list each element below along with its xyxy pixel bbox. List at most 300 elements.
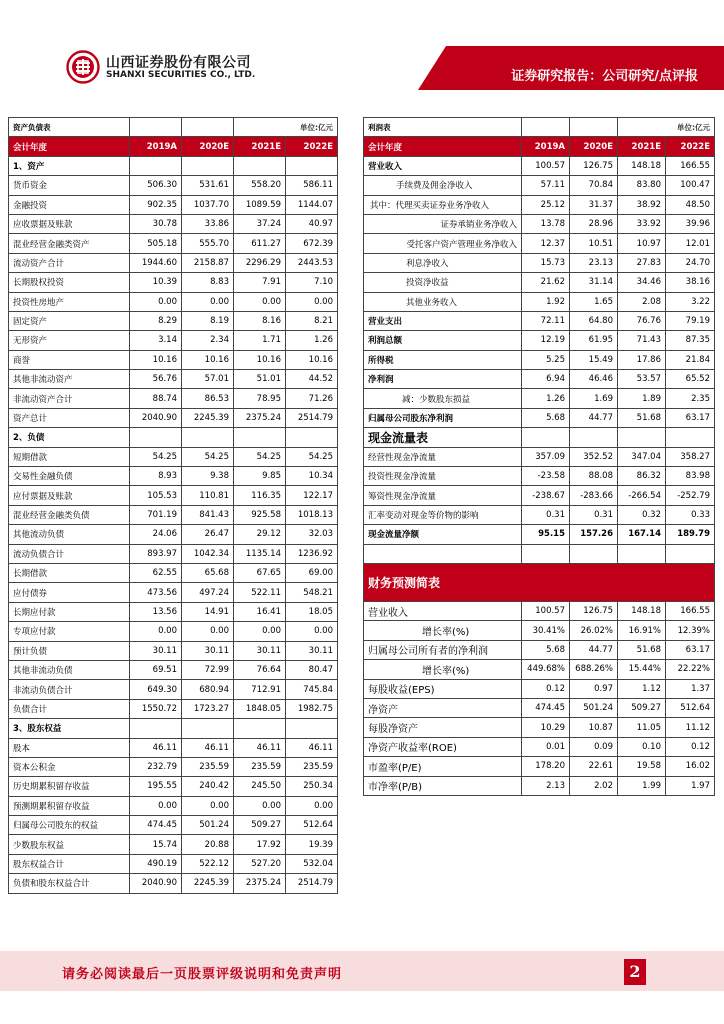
row-value: 1018.13	[286, 505, 338, 524]
row-value: 83.98	[666, 467, 715, 486]
row-value: 522.12	[182, 854, 234, 873]
row-label: 资本公积金	[9, 757, 130, 776]
row-value: 87.35	[666, 331, 715, 350]
row-value: 57.11	[522, 176, 570, 195]
row-value	[130, 156, 182, 175]
row-label: 增长率(%)	[364, 621, 522, 640]
blank-cell	[522, 428, 570, 447]
row-value: 449.68%	[522, 660, 570, 679]
table-row	[9, 195, 338, 214]
table-row	[364, 350, 715, 369]
row-value: 51.68	[618, 408, 666, 427]
table-row	[9, 563, 338, 582]
row-value: 14.91	[182, 602, 234, 621]
row-value: 21.62	[522, 273, 570, 292]
row-value: 27.83	[618, 253, 666, 272]
row-value: 110.81	[182, 486, 234, 505]
row-value: 0.00	[130, 622, 182, 641]
row-label: 市净率(P/B)	[364, 776, 522, 795]
row-value: 2.13	[522, 776, 570, 795]
row-value: 11.12	[666, 718, 715, 737]
row-value: 1.12	[618, 679, 666, 698]
row-value: 0.00	[130, 796, 182, 815]
row-label: 增长率(%)	[364, 660, 522, 679]
row-value: -238.67	[522, 486, 570, 505]
table-row	[364, 679, 715, 698]
row-value: 509.27	[234, 816, 286, 835]
row-value: 2245.39	[182, 874, 234, 893]
row-value: 555.70	[182, 234, 234, 253]
row-value: 8.83	[182, 273, 234, 292]
row-value: 22.61	[570, 757, 618, 776]
row-value: 0.12	[522, 679, 570, 698]
row-label: 金融投资	[9, 195, 130, 214]
row-label: 少数股东权益	[9, 835, 130, 854]
row-value: 19.58	[618, 757, 666, 776]
table-row	[9, 214, 338, 233]
row-value: 232.79	[130, 757, 182, 776]
row-value: 0.10	[618, 737, 666, 756]
row-value: 70.84	[570, 176, 618, 195]
row-label: 其他非流动负债	[9, 660, 130, 679]
row-value: 531.61	[182, 176, 234, 195]
row-value: 189.79	[666, 525, 715, 544]
row-value: 506.30	[130, 176, 182, 195]
row-value: 611.27	[234, 234, 286, 253]
row-value: 474.45	[130, 816, 182, 835]
cashflow-title-row	[364, 428, 715, 447]
row-value: 1144.07	[286, 195, 338, 214]
row-value: 116.35	[234, 486, 286, 505]
row-label: 流动资产合计	[9, 253, 130, 272]
row-value: 2514.79	[286, 874, 338, 893]
table-row	[364, 776, 715, 795]
table-row	[364, 214, 715, 233]
table-row	[364, 486, 715, 505]
row-value: 80.47	[286, 660, 338, 679]
row-value: 46.11	[182, 738, 234, 757]
row-value	[130, 428, 182, 447]
row-value: 8.16	[234, 311, 286, 330]
row-value: 352.52	[570, 447, 618, 466]
row-value: 54.25	[182, 447, 234, 466]
row-value: 0.31	[570, 505, 618, 524]
blank-cell	[618, 544, 666, 563]
table-row	[9, 641, 338, 660]
row-value: 39.96	[666, 214, 715, 233]
row-label: 股东权益合计	[9, 854, 130, 873]
row-label: 非流动负债合计	[9, 680, 130, 699]
row-value: 54.25	[234, 447, 286, 466]
row-value: 148.18	[618, 601, 666, 620]
table-row	[9, 505, 338, 524]
header-year: 2022E	[286, 137, 338, 156]
row-value: 501.24	[182, 816, 234, 835]
row-value: 83.80	[618, 176, 666, 195]
table-row	[9, 602, 338, 621]
row-value: 1.99	[618, 776, 666, 795]
row-value: 7.10	[286, 273, 338, 292]
row-value: 15.74	[130, 835, 182, 854]
table-title-row	[9, 118, 338, 137]
row-value: 10.97	[618, 234, 666, 253]
row-value: 5.68	[522, 408, 570, 427]
row-value: 8.93	[130, 467, 182, 486]
blank-cell	[570, 118, 618, 137]
table-row	[364, 331, 715, 350]
row-value: 2375.24	[234, 408, 286, 427]
table-row	[9, 331, 338, 350]
row-value: 61.95	[570, 331, 618, 350]
row-value: -252.79	[666, 486, 715, 505]
row-value: 0.97	[570, 679, 618, 698]
row-value: 69.51	[130, 660, 182, 679]
page-number: 2	[624, 959, 646, 985]
row-value: 51.68	[618, 640, 666, 659]
row-label: 每股净资产	[364, 718, 522, 737]
table-row	[9, 738, 338, 757]
row-value: 558.20	[234, 176, 286, 195]
row-value: 16.02	[666, 757, 715, 776]
table-row	[9, 273, 338, 292]
row-value: 30.11	[286, 641, 338, 660]
table-row	[364, 447, 715, 466]
row-value: 701.19	[130, 505, 182, 524]
row-value: 8.29	[130, 311, 182, 330]
row-label: 2、负债	[9, 428, 130, 447]
row-value: 22.22%	[666, 660, 715, 679]
row-value: 1550.72	[130, 699, 182, 718]
row-value: 88.74	[130, 389, 182, 408]
row-label: 营业收入	[364, 156, 522, 175]
row-value: 30.41%	[522, 621, 570, 640]
table-row	[364, 273, 715, 292]
row-value: 11.05	[618, 718, 666, 737]
row-value: 105.53	[130, 486, 182, 505]
disclaimer-notice: 请务必阅读最后一页股票评级说明和免责声明	[62, 967, 343, 982]
row-value: 19.39	[286, 835, 338, 854]
row-value: 65.68	[182, 563, 234, 582]
table-row	[9, 622, 338, 641]
row-value: 2040.90	[130, 874, 182, 893]
row-value: 1.26	[286, 331, 338, 350]
row-value: 0.00	[182, 796, 234, 815]
table-row	[364, 660, 715, 679]
row-value: 2.35	[666, 389, 715, 408]
row-value: 1.37	[666, 679, 715, 698]
row-value: 67.65	[234, 563, 286, 582]
row-label: 商誉	[9, 350, 130, 369]
table-row	[364, 234, 715, 253]
header-fiscal-year: 会计年度	[364, 137, 522, 156]
table-header-row	[364, 137, 715, 156]
row-label: 应付票据及账款	[9, 486, 130, 505]
row-value: 20.88	[182, 835, 234, 854]
row-value: 1236.92	[286, 544, 338, 563]
row-value: 34.46	[618, 273, 666, 292]
row-value: 0.00	[234, 796, 286, 815]
row-value: 902.35	[130, 195, 182, 214]
income-cashflow-forecast-table	[363, 117, 715, 796]
row-value: 46.11	[234, 738, 286, 757]
row-value: 1.97	[666, 776, 715, 795]
row-value: 25.12	[522, 195, 570, 214]
row-value	[286, 156, 338, 175]
row-value: 38.16	[666, 273, 715, 292]
row-value: 0.00	[286, 292, 338, 311]
header-year: 2020E	[182, 137, 234, 156]
table-row	[9, 408, 338, 427]
row-label: 手续费及佣金净收入	[364, 176, 522, 195]
page-header	[0, 0, 724, 96]
row-value: 30.78	[130, 214, 182, 233]
row-label: 利息净收入	[364, 253, 522, 272]
row-value: 10.39	[130, 273, 182, 292]
header-fiscal-year: 会计年度	[9, 137, 130, 156]
row-value	[286, 719, 338, 738]
row-value: 57.01	[182, 370, 234, 389]
row-value: 122.17	[286, 486, 338, 505]
row-value: 10.29	[522, 718, 570, 737]
row-value: 30.11	[182, 641, 234, 660]
row-value: 31.14	[570, 273, 618, 292]
table-row	[364, 737, 715, 756]
row-label: 负债合计	[9, 699, 130, 718]
row-value: 16.41	[234, 602, 286, 621]
row-label: 利润总额	[364, 331, 522, 350]
row-value: 1848.05	[234, 699, 286, 718]
row-value: 688.26%	[570, 660, 618, 679]
table-row	[9, 816, 338, 835]
row-value: 0.00	[130, 292, 182, 311]
row-value: 24.70	[666, 253, 715, 272]
row-value: 512.64	[286, 816, 338, 835]
table-row	[9, 176, 338, 195]
row-value: 166.55	[666, 156, 715, 175]
header-year: 2022E	[666, 137, 715, 156]
row-value: 12.39%	[666, 621, 715, 640]
row-value: 245.50	[234, 777, 286, 796]
row-label: 历史期累积留存收益	[9, 777, 130, 796]
row-value: 51.01	[234, 370, 286, 389]
row-value: 88.08	[570, 467, 618, 486]
row-value: 0.00	[286, 796, 338, 815]
row-value: 2.08	[618, 292, 666, 311]
row-value: 2443.53	[286, 253, 338, 272]
row-label: 长期应付款	[9, 602, 130, 621]
row-value: 10.16	[182, 350, 234, 369]
row-value: 72.11	[522, 311, 570, 330]
table-row	[9, 699, 338, 718]
row-value: 38.92	[618, 195, 666, 214]
row-value	[234, 428, 286, 447]
row-label: 无形资产	[9, 331, 130, 350]
row-label: 股本	[9, 738, 130, 757]
row-value: 2.34	[182, 331, 234, 350]
row-value: 497.24	[182, 583, 234, 602]
row-value: 100.57	[522, 156, 570, 175]
table-row	[364, 370, 715, 389]
header-year: 2021E	[618, 137, 666, 156]
row-value: 17.92	[234, 835, 286, 854]
table-row	[364, 311, 715, 330]
table-row	[364, 698, 715, 717]
row-value: 9.38	[182, 467, 234, 486]
header-year: 2019A	[522, 137, 570, 156]
row-value: 13.78	[522, 214, 570, 233]
row-value: 2375.24	[234, 874, 286, 893]
row-value: 0.32	[618, 505, 666, 524]
table-row	[364, 467, 715, 486]
row-value: 2.02	[570, 776, 618, 795]
row-value: 48.50	[666, 195, 715, 214]
table-row	[364, 640, 715, 659]
header-year: 2019A	[130, 137, 182, 156]
row-value: 1042.34	[182, 544, 234, 563]
row-label: 长期股权投资	[9, 273, 130, 292]
row-value: 0.31	[522, 505, 570, 524]
row-label: 混业经营金融类资产	[9, 234, 130, 253]
table-row	[9, 234, 338, 253]
row-value: 44.52	[286, 370, 338, 389]
table-row	[9, 874, 338, 893]
row-value: 17.86	[618, 350, 666, 369]
table-row	[364, 389, 715, 408]
row-label: 其他业务收入	[364, 292, 522, 311]
table-row	[364, 292, 715, 311]
table-row	[9, 796, 338, 815]
row-value: 126.75	[570, 601, 618, 620]
row-label: 投资净收益	[364, 273, 522, 292]
row-value: 0.00	[234, 622, 286, 641]
row-value: 2514.79	[286, 408, 338, 427]
table-header-row	[9, 137, 338, 156]
table-row	[9, 757, 338, 776]
row-value: 10.51	[570, 234, 618, 253]
row-value: 0.09	[570, 737, 618, 756]
row-value: 680.94	[182, 680, 234, 699]
row-value: 18.05	[286, 602, 338, 621]
row-value: 12.19	[522, 331, 570, 350]
row-label: 所得税	[364, 350, 522, 369]
row-value: 8.21	[286, 311, 338, 330]
report-type-title: 证券研究报告：公司研究/点评报	[511, 69, 698, 84]
row-value: 157.26	[570, 525, 618, 544]
row-value: 235.59	[234, 757, 286, 776]
row-value	[182, 719, 234, 738]
row-value: 0.01	[522, 737, 570, 756]
table-row	[9, 292, 338, 311]
row-label: 净资产	[364, 698, 522, 717]
row-value: 95.15	[522, 525, 570, 544]
row-label: 交易性金融负债	[9, 467, 130, 486]
row-value: -283.66	[570, 486, 618, 505]
row-value: 76.64	[234, 660, 286, 679]
row-value: 28.96	[570, 214, 618, 233]
row-label: 汇率变动对现金等价物的影响	[364, 505, 522, 524]
row-label: 经营性现金净流量	[364, 447, 522, 466]
table-row	[9, 854, 338, 873]
spacer-row	[364, 544, 715, 563]
row-value	[286, 428, 338, 447]
row-value: 65.52	[666, 370, 715, 389]
row-label: 市盈率(P/E)	[364, 757, 522, 776]
row-value: 3.22	[666, 292, 715, 311]
shanxi-securities-logo-icon	[66, 50, 100, 84]
row-value: 586.11	[286, 176, 338, 195]
row-value: 548.21	[286, 583, 338, 602]
row-value: 178.20	[522, 757, 570, 776]
row-value: 473.56	[130, 583, 182, 602]
row-value: 63.17	[666, 408, 715, 427]
table-row	[9, 311, 338, 330]
cashflow-title: 现金流量表	[364, 428, 522, 447]
row-value: 1.89	[618, 389, 666, 408]
table-row	[364, 525, 715, 544]
table-row	[364, 757, 715, 776]
row-value: 0.00	[234, 292, 286, 311]
row-label: 短期借款	[9, 447, 130, 466]
row-value: 16.91%	[618, 621, 666, 640]
row-value: 30.11	[234, 641, 286, 660]
row-value: 148.18	[618, 156, 666, 175]
table-row	[364, 176, 715, 195]
row-label: 长期借款	[9, 563, 130, 582]
table-row	[9, 680, 338, 699]
table-row	[9, 156, 338, 175]
row-value: 53.57	[618, 370, 666, 389]
balance-sheet-table	[8, 117, 338, 894]
row-label: 受托客户资产管理业务净收入	[364, 234, 522, 253]
row-label: 营业收入	[364, 601, 522, 620]
row-label: 应付债券	[9, 583, 130, 602]
table-row	[364, 156, 715, 175]
table-row	[9, 525, 338, 544]
row-value: 5.68	[522, 640, 570, 659]
table-row	[9, 719, 338, 738]
row-value: 37.24	[234, 214, 286, 233]
row-value: 29.12	[234, 525, 286, 544]
blank-cell	[666, 544, 715, 563]
row-value: 46.11	[130, 738, 182, 757]
row-value: 235.59	[182, 757, 234, 776]
row-label: 流动负债合计	[9, 544, 130, 563]
header-year: 2020E	[570, 137, 618, 156]
table-row	[364, 718, 715, 737]
row-value: 126.75	[570, 156, 618, 175]
table-row	[9, 389, 338, 408]
row-label: 证券承销业务净收入	[364, 214, 522, 233]
table-row	[364, 621, 715, 640]
row-value: 505.18	[130, 234, 182, 253]
row-value: 44.77	[570, 640, 618, 659]
table-row	[9, 777, 338, 796]
row-value: 474.45	[522, 698, 570, 717]
row-value: 10.87	[570, 718, 618, 737]
row-value: 12.01	[666, 234, 715, 253]
row-value: 358.27	[666, 447, 715, 466]
row-label: 其中：代理买卖证券业务净收入	[364, 195, 522, 214]
row-value: 240.42	[182, 777, 234, 796]
row-value: 64.80	[570, 311, 618, 330]
row-label: 专项应付款	[9, 622, 130, 641]
table-row	[9, 486, 338, 505]
row-label: 固定资产	[9, 311, 130, 330]
row-label: 货币资金	[9, 176, 130, 195]
row-label: 混业经营金融类负债	[9, 505, 130, 524]
row-value: 56.76	[130, 370, 182, 389]
row-label: 负债和股东权益合计	[9, 874, 130, 893]
